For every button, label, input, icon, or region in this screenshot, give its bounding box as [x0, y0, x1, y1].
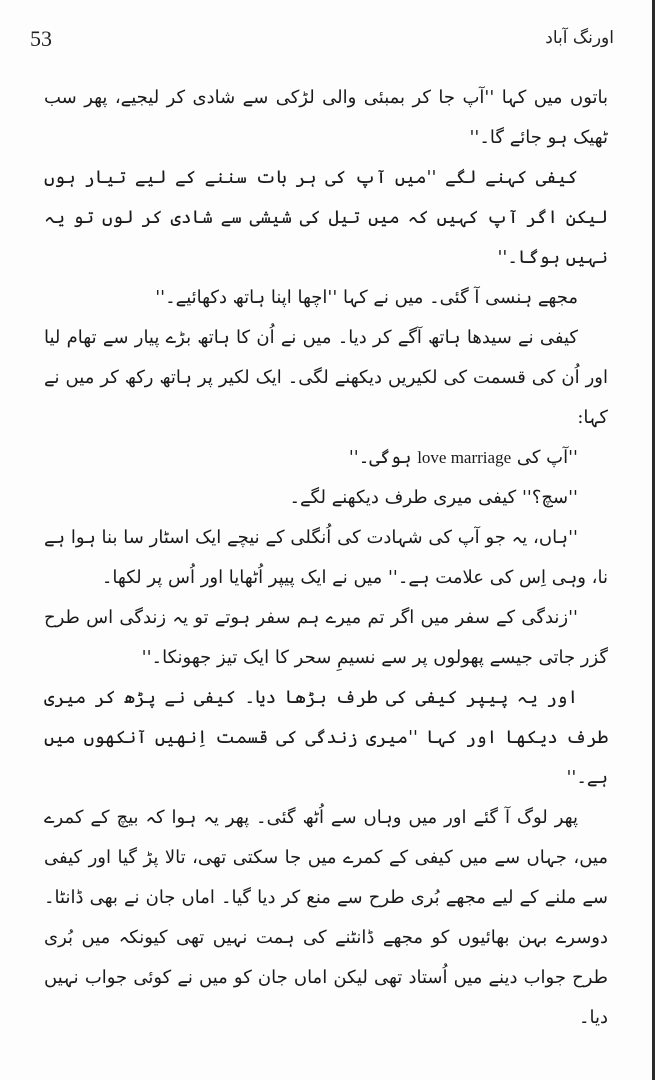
paragraph-3: مجھے ہنسی آ گئی۔ میں نے کہا ''اچھا اپنا ہاتھ دکھائیے۔'': [155, 287, 578, 308]
paragraph-9: پھر لوگ آ گئے اور میں وہاں سے اُٹھ گئی۔ پھر یہ ہوا کہ بیچ کے کمرے میں، جہاں سے میں کیفی کے کمرے میں جا سکتی تھی، تالا پڑ گیا اور کیفی سے ملنے کے لیے مجھے بُری طرح سے منع کر دیا گیا۔ اماں جان نے بھی ڈانٹا۔ دوسرے بہن بھائیوں کو مجھے ڈانٹنے کی ہمت نہیں تھی کیونکہ میں بُری طرح جواب دینے میں اُستاد تھی لیکن اماں جان کو میں نے کوئی جواب نہیں دیا۔: [44, 807, 608, 1028]
paragraph-7: ''زندگی کے سفر میں اگر تم میرے ہم سفر ہوتے تو یہ زندگی اس طرح گزر جاتی جیسے پھولوں پر سے نسیمِ سحر کا ایک تیز جھونکا۔'': [44, 607, 608, 668]
paragraph-1: باتوں میں کہا ''آپ جا کر بمبئی والی لڑکی سے شادی کر لیجیے، پھر سب ٹھیک ہو جائے گا۔'': [44, 87, 608, 148]
paragraph-4: کیفی نے سیدھا ہاتھ آگے کر دیا۔ میں نے اُن کا ہاتھ بڑے پیار سے تھام لیا اور اُن کی قسمت کی لکیریں دیکھنے لگی۔ ایک لکیر پر ہاتھ رکھ کر میں نے کہا:: [44, 327, 608, 428]
page-number: 53: [30, 26, 52, 51]
page-header: [30, 18, 614, 58]
paragraph-8: اور یہ پیپر کیفی کی طرف بڑھا دیا۔ کیفی نے پڑھ کر میری طرف دیکھا اور کہا ''میری زندگی کی قسمت اِنھیں آنکھوں میں ہے۔'': [44, 687, 608, 788]
paragraph-6: ''ہاں، یہ جو آپ کی شہادت کی اُنگلی کے نیچے ایک اسٹار سا بنا ہوا ہے نا، وہی اِس کی علامت ہے۔'' میں نے ایک پیپر اُٹھایا اور اُس پر لکھا۔: [44, 527, 608, 588]
paragraph-5: ''سچ؟'' کیفی میری طرف دیکھنے لگے۔: [289, 487, 578, 508]
paragraph-love-marriage: [44, 438, 608, 478]
running-head: اورنگ آباد: [545, 28, 614, 48]
love-line-after: ہوگی۔'': [348, 447, 412, 468]
paragraph-2: کیفی کہنے لگے ''میں آپ کی ہر بات سننے کے لیے تیار ہوں لیکن اگر آپ کہیں کہ میں تیل کی شیشی سے شادی کر لوں تو یہ نہیں ہوگا۔'': [44, 167, 608, 268]
body-text: [44, 78, 608, 1038]
love-line-before: ''آپ کی: [516, 447, 578, 468]
love-line-english: love marriage: [417, 448, 512, 467]
